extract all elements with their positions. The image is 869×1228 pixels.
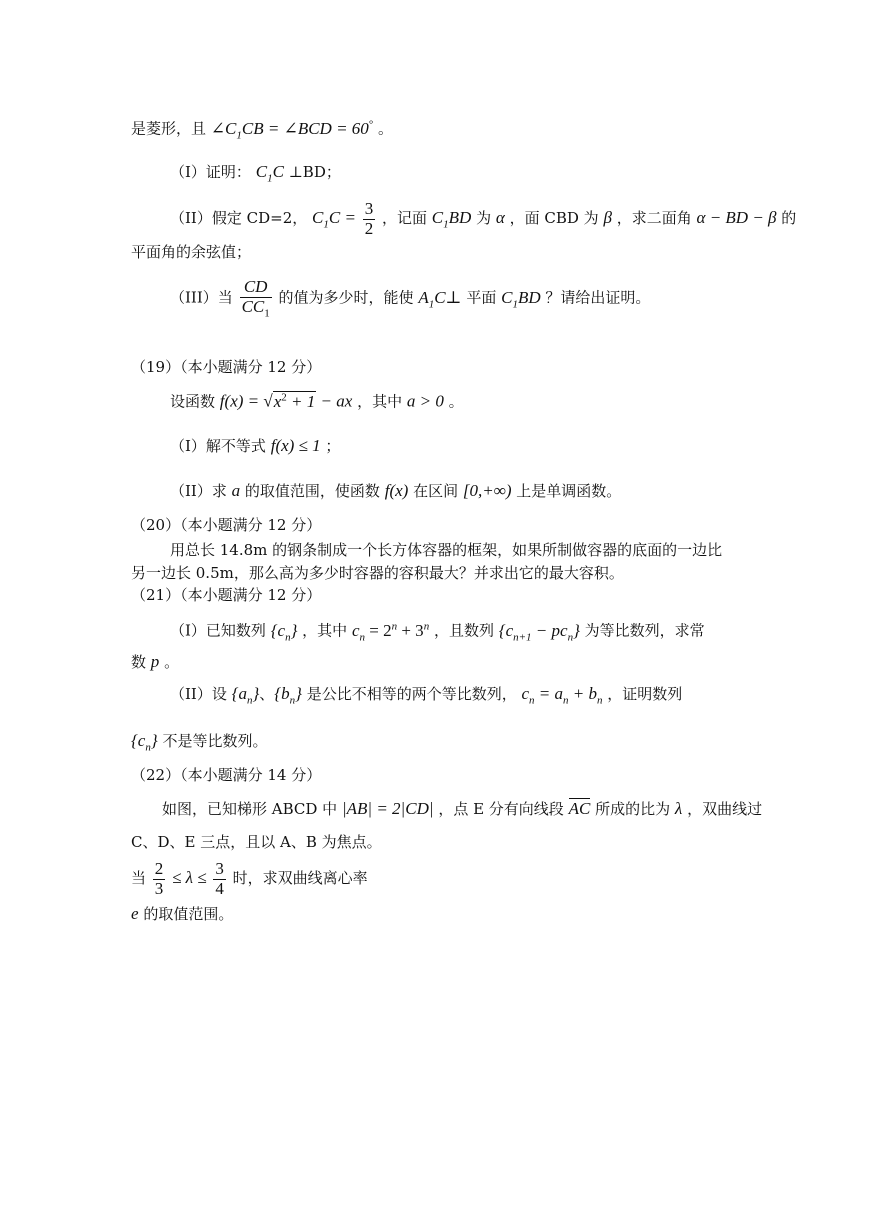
- math: $C_1C$ =: [312, 208, 356, 231]
- math: $C_1BD$: [501, 287, 541, 310]
- text: 时，求双曲线离心率: [232, 869, 368, 888]
- text: ，双曲线过: [687, 800, 763, 818]
- text: ，且数列: [433, 621, 494, 640]
- text: （I）解不等式: [170, 437, 266, 455]
- math-inequality: f(x) ≤ 1: [270, 436, 321, 455]
- text: ，记面: [382, 209, 428, 228]
- fraction: $\frac{3}{4}$: [215, 859, 224, 898]
- text: （II）求: [170, 482, 227, 500]
- math-cn-sum: $c_n = a_n + b_n$: [521, 684, 603, 707]
- math-p: p: [150, 652, 160, 671]
- q22-line-4: [131, 904, 233, 924]
- line-2: [170, 162, 341, 186]
- math-a: a: [231, 481, 241, 500]
- text: （I）已知数列: [170, 621, 266, 640]
- math-beta: β: [603, 208, 612, 228]
- text: ，其中: [302, 621, 348, 640]
- q20-heading: （20）（本小题满分 12 分）: [131, 516, 322, 534]
- math-seq: $\{c_{n+1} - pc_n\}$: [498, 620, 580, 644]
- text: 的值为多少时，能使: [278, 288, 414, 307]
- text: 是公比不相等的两个等比数列，: [306, 685, 517, 703]
- q21-line-3: [170, 684, 682, 708]
- text: ？请给出证明。: [545, 288, 651, 307]
- text: ，其中: [357, 392, 403, 411]
- math-function: $f(x) = √x^2 + 1$ − ax: [219, 391, 353, 411]
- math-seq-b: $\{b_n\}$: [274, 684, 302, 707]
- math-e: e: [131, 904, 139, 923]
- math-range: ≤ λ ≤: [172, 868, 207, 888]
- q22-line-1: [162, 799, 762, 819]
- math-vector-ac: AC: [568, 799, 591, 818]
- text: 当: [131, 869, 147, 888]
- math-expr: α − BD − β: [696, 208, 777, 228]
- text: 。: [164, 653, 180, 671]
- q22-line-2: C、D、E 三点，且以 A、B 为焦点。: [131, 833, 382, 851]
- text: ，证明数列: [607, 685, 683, 703]
- math-angle: $\angle C_1CB$ = ∠BCD = 60°: [210, 118, 374, 142]
- text: 设函数: [170, 392, 216, 411]
- text: 的取值范围。: [143, 905, 234, 923]
- text: 、: [259, 685, 275, 703]
- math-seq-c: $\{c_n\}$: [270, 620, 298, 644]
- text: 数: [131, 653, 147, 671]
- line-5: [170, 278, 650, 319]
- fraction: $\frac{3}{2}$: [364, 199, 374, 238]
- text: 如图，已知梯形 ABCD 中: [162, 800, 338, 818]
- math-condition: a > 0: [406, 391, 444, 411]
- q19-heading: （19）（本小题满分 12 分）: [131, 358, 322, 376]
- q22-line-3: [131, 860, 368, 898]
- text: ，点 E 分有向线段: [438, 800, 564, 818]
- math-c1c: $C_1C$: [255, 162, 284, 185]
- math: $A_1C\perp$: [418, 287, 462, 310]
- text: ，求二面角: [616, 209, 692, 228]
- q19-line-3: [170, 481, 621, 501]
- text: 在区间: [413, 482, 459, 500]
- q21-line-2: [131, 652, 179, 672]
- text: 平面: [466, 288, 497, 307]
- text: 不是等比数列。: [162, 732, 268, 750]
- q21-heading: （21）（本小题满分 12 分）: [131, 586, 322, 604]
- text: 。: [378, 119, 394, 138]
- text: 为: [476, 209, 492, 228]
- q19-line-2: [170, 436, 340, 456]
- q20-line-1: 用总长 14.8m 的钢条制成一个长方体容器的框架，如果所制做容器的底面的一边比: [170, 541, 723, 559]
- q21-line-4: [131, 731, 267, 755]
- q19-line-1: [170, 391, 464, 412]
- text: 为等比数列，求常: [584, 621, 705, 640]
- q21-line-1: [170, 620, 705, 644]
- q20-line-2: 另一边长 0.5m，那么高为多少时容器的容积最大？并求出它的最大容积。: [131, 564, 624, 582]
- text: （III）当: [170, 288, 233, 307]
- text: （I）证明：: [170, 163, 251, 181]
- math-lambda: λ: [674, 799, 683, 818]
- text: 的取值范围，使函数: [244, 482, 380, 500]
- text: 上是单调函数。: [516, 482, 622, 500]
- text: 。: [448, 392, 464, 411]
- line-4: [131, 243, 251, 261]
- math-seq-a: $\{a_n\}$: [231, 684, 260, 707]
- text: ⊥BD；: [288, 163, 341, 181]
- math-c1bd: $C_1BD$: [431, 208, 472, 231]
- text: ；: [325, 437, 341, 455]
- line-1: [131, 118, 393, 142]
- fraction: $\frac{CD}{CC_1}$: [241, 277, 270, 320]
- math-seq-c: $\{c_n\}$: [131, 731, 158, 754]
- text: （II）假定 CD=2，: [170, 209, 308, 228]
- text: ，面 CBD 为: [509, 209, 599, 228]
- text: 平面角的余弦值；: [131, 243, 252, 261]
- text: 所成的比为: [595, 800, 671, 818]
- line-3: [170, 200, 796, 238]
- text: 的: [781, 209, 797, 228]
- q22-heading: （22）（本小题满分 14 分）: [131, 766, 322, 784]
- math-interval: [0,+∞): [462, 481, 512, 500]
- math-alpha: α: [495, 208, 505, 228]
- math-cn-formula: $c_n = 2^n + 3^n$: [351, 620, 430, 644]
- text: （II）设: [170, 685, 227, 703]
- text: 是菱形，且: [131, 119, 207, 138]
- math-fx: f(x): [384, 481, 409, 500]
- fraction: $\frac{2}{3}$: [154, 859, 164, 898]
- math-ab-cd: |AB| = 2|CD|: [341, 799, 434, 818]
